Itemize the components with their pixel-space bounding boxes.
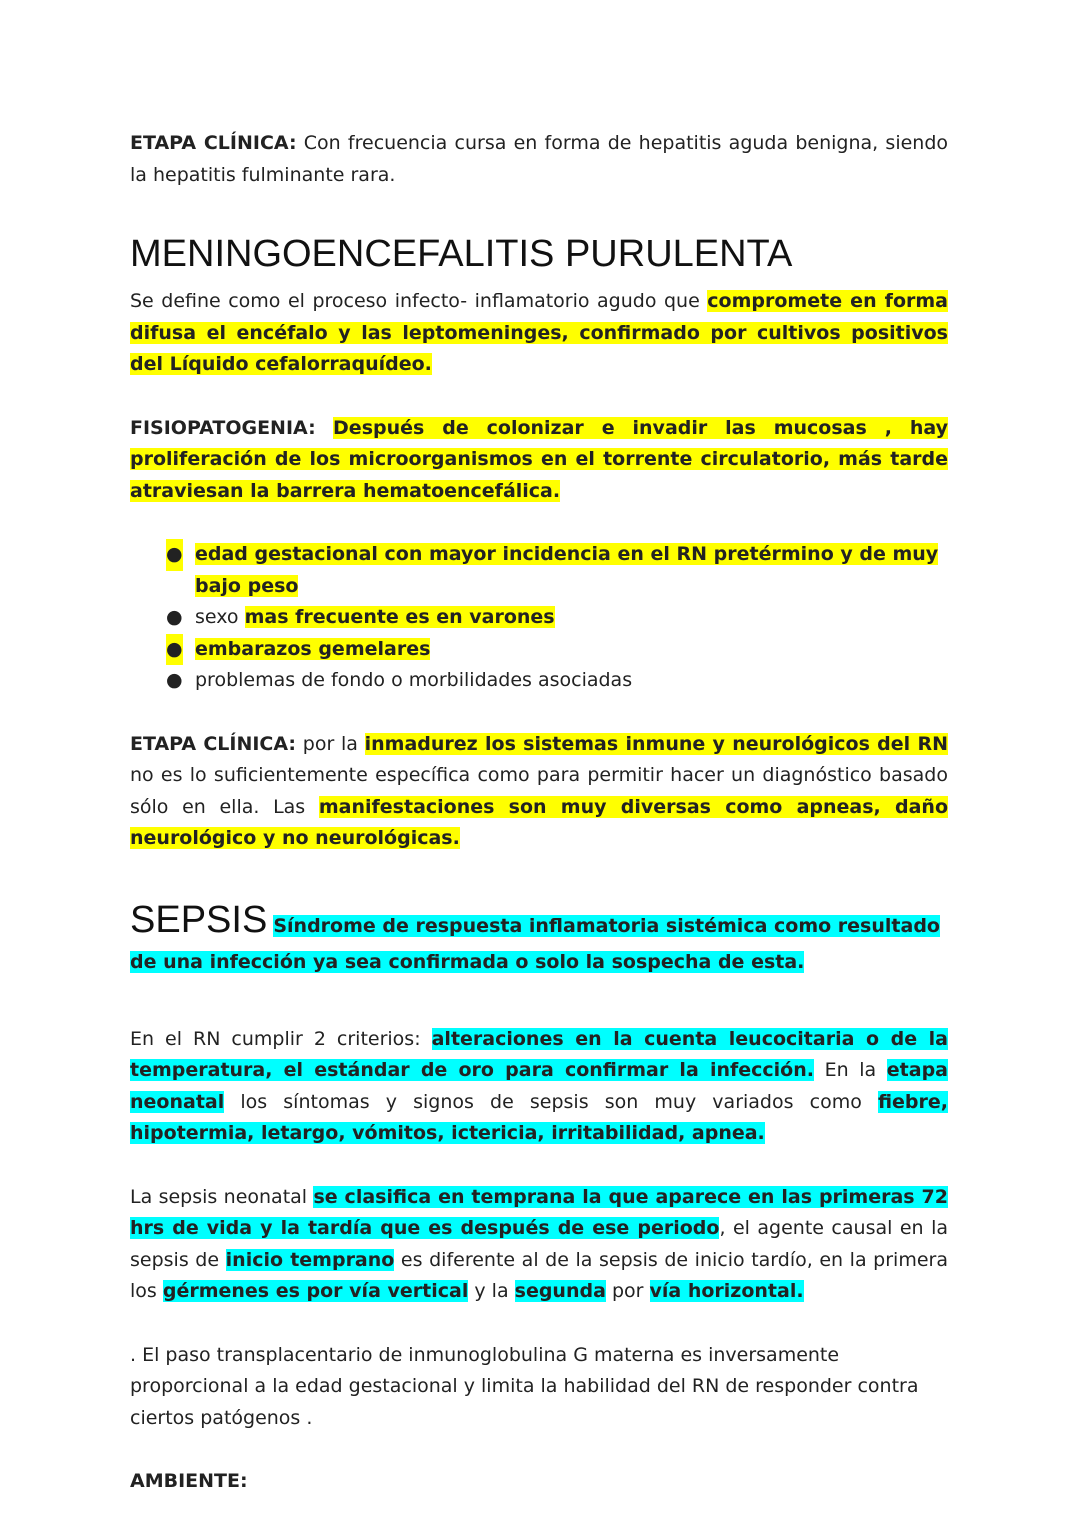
meningo-definition (130, 286, 948, 381)
clin-text: no es lo suficientemente específica como para permitir hacer un diagnóstico basado sólo en ella. Las (130, 764, 948, 818)
meningo-title: MENINGOENCEFALITIS PURULENTA (130, 233, 793, 275)
text: los síntomas y signos de sepsis son muy variados como (224, 1090, 878, 1113)
bullet-text: problemas de fondo o morbilidades asociadas (195, 669, 633, 691)
etapa-clinica-label: ETAPA CLÍNICA: (130, 132, 297, 154)
highlight: gérmenes es por vía vertical (162, 1280, 469, 1302)
fisio-label: FISIOPATOGENIA: (130, 416, 316, 439)
sepsis-criteria (130, 1024, 948, 1150)
clin-highlight: manifestaciones son muy diversas como apneas, daño neurológico y no neurológicas. (130, 795, 949, 849)
bullet-text: embarazos gemelares (195, 637, 431, 660)
fisio-highlight: Después de colonizar e invadir las mucosas , hay proliferación de los microorganismos en el torrente circulatorio, más tarde atraviesan la barrera hematoencefálica. (130, 416, 948, 502)
text: por (605, 1280, 650, 1302)
text: En el RN cumplir 2 criterios: (130, 1027, 432, 1050)
meningo-def-highlight: compromete en forma difusa el encéfalo y las leptomeninges, confirmado por cultivos positivos del Líquido cefalorraquídeo. (130, 290, 948, 375)
sepsis-title: SEPSIS (130, 898, 268, 941)
etapa-clinica-hepatitis (130, 128, 948, 191)
bullet-text: edad gestacional con mayor incidencia en el RN pretérmino y de muy bajo peso (195, 543, 939, 597)
highlight: segunda (514, 1280, 606, 1302)
ambiente-label: AMBIENTE: (130, 1470, 248, 1492)
text: y la (468, 1280, 515, 1302)
bullet-icon: ● (166, 606, 183, 628)
text: es diferente al de la sepsis de inicio tardío, en la primera los (130, 1248, 948, 1302)
list-item (130, 665, 948, 697)
highlight: vía horizontal. (649, 1280, 804, 1302)
fisiopatogenia (130, 413, 948, 508)
risk-factor-list (130, 539, 948, 697)
etapa-clinica-meningo (130, 729, 948, 855)
etapa-clinica-text: Con frecuencia cursa en forma de hepatitis aguda benigna, siendo la hepatitis fulminante rara. (130, 132, 949, 186)
bullet-icon: ● (166, 669, 183, 691)
highlight: etapa neonatal (130, 1059, 948, 1113)
bullet-icon: ● (166, 634, 183, 666)
text: , el agente causal en la sepsis de (130, 1217, 948, 1271)
highlight: alteraciones en la cuenta leucocitaria o de la temperatura, el estándar de oro para confirmar la infección. (130, 1027, 948, 1081)
inmunoglobulina-paragraph: . El paso transplacentario de inmunoglobulina G materna es inversamente proporcional a la edad gestacional y limita la habilidad del RN de responder contra ciertos patógenos . (130, 1343, 919, 1429)
bullet-icon: ● (166, 539, 183, 571)
text: La sepsis neonatal (130, 1185, 314, 1208)
text: En la (813, 1059, 887, 1081)
bullet-highlight: mas frecuente es en varones (244, 606, 555, 628)
clin-label: ETAPA CLÍNICA: (130, 732, 297, 755)
highlight: se clasifica en temprana la que aparece en las primeras 72 hrs de vida y la tardía que es después de ese periodo (130, 1185, 948, 1239)
bullet-text: sexo (195, 606, 245, 628)
document-page (130, 128, 948, 1498)
clin-highlight: inmadurez los sistemas inmune y neurológicos del RN (364, 732, 948, 755)
sepsis-definition: Síndrome de respuesta inflamatoria sistémica como resultado de una infección ya sea confirmada o solo la sospecha de esta. (130, 914, 940, 973)
sepsis-classification (130, 1182, 948, 1308)
list-item (130, 634, 948, 666)
list-item (130, 602, 948, 634)
clin-text: por la (296, 732, 365, 755)
highlight: inicio temprano (225, 1248, 395, 1271)
meningo-def-plain: Se define como el proceso infecto- inflamatorio agudo que (130, 290, 708, 312)
list-item (130, 539, 948, 602)
highlight: fiebre, hipotermia, letargo, vómitos, ictericia, irritabilidad, apnea. (130, 1090, 948, 1144)
sepsis-heading (130, 897, 948, 980)
